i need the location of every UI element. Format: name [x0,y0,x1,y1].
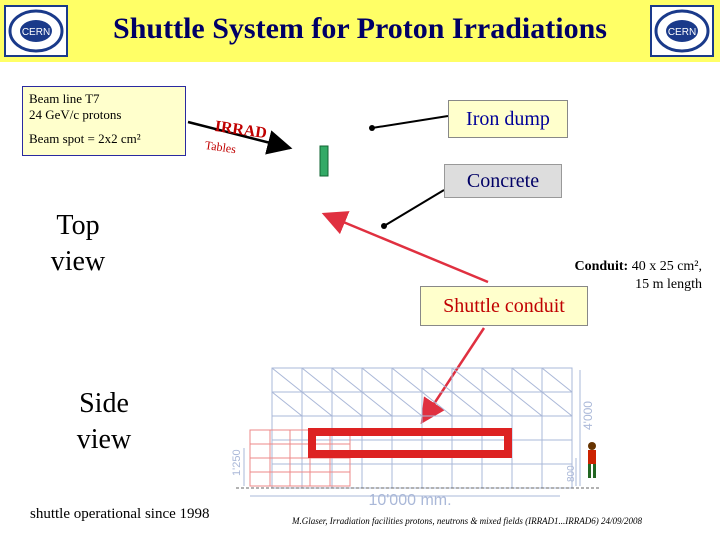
dim-height-right: 800 [566,465,577,482]
top-view-line2: view [50,246,106,277]
conduit-info-label: Conduit: [574,259,629,274]
iron-dump-pointer [372,116,448,128]
irrad-table-marker [320,146,328,176]
conduit-info-size: 40 x 25 cm², [631,259,702,274]
irrad-label: IRRAD [213,118,268,143]
conduit-info-length: 15 m length [635,277,702,292]
dim-length: 10'000 mm. [368,492,452,509]
slide-title: Shuttle System for Proton Irradiations [113,12,607,45]
operational-since-note: shuttle operational since 1998 [30,506,210,522]
person-figure [588,442,596,478]
footer-citation: M.Glaser, Irradiation facilities protons, neutrons & mixed fields (IRRAD1...IRRAD6) 24/09/2008 [292,516,643,526]
svg-text:CERN: CERN [667,27,697,38]
irrad-tables-label: Tables [204,138,237,157]
side-view-structure [236,368,600,496]
dim-height-left: 1'250 [231,449,243,476]
concrete-pointer-dot [381,223,387,229]
shuttle-conduit-label: Shuttle conduit [420,286,588,326]
beam-energy-label: 24 GeV/c protons [29,107,122,122]
iron-dump-label: Iron dump [448,100,568,138]
beam-line-label: Beam line T7 [29,91,100,106]
side-view-line2: view [76,424,132,455]
top-view-line1: Top [56,210,100,241]
svg-text:CERN: CERN [21,27,51,38]
beam-spot-label: Beam spot = 2x2 cm² [29,131,141,146]
top-view-label [38,208,118,280]
beam-info-box [22,86,186,156]
conduit-path [312,432,508,454]
concrete-pointer [384,190,444,226]
iron-dump-pointer-dot [369,125,375,131]
dim-height-main: 4'000 [581,401,595,430]
conduit-top-arrow [324,214,488,282]
side-view-line1: Side [79,388,129,419]
concrete-label: Concrete [444,164,562,198]
side-view-label [64,386,144,458]
